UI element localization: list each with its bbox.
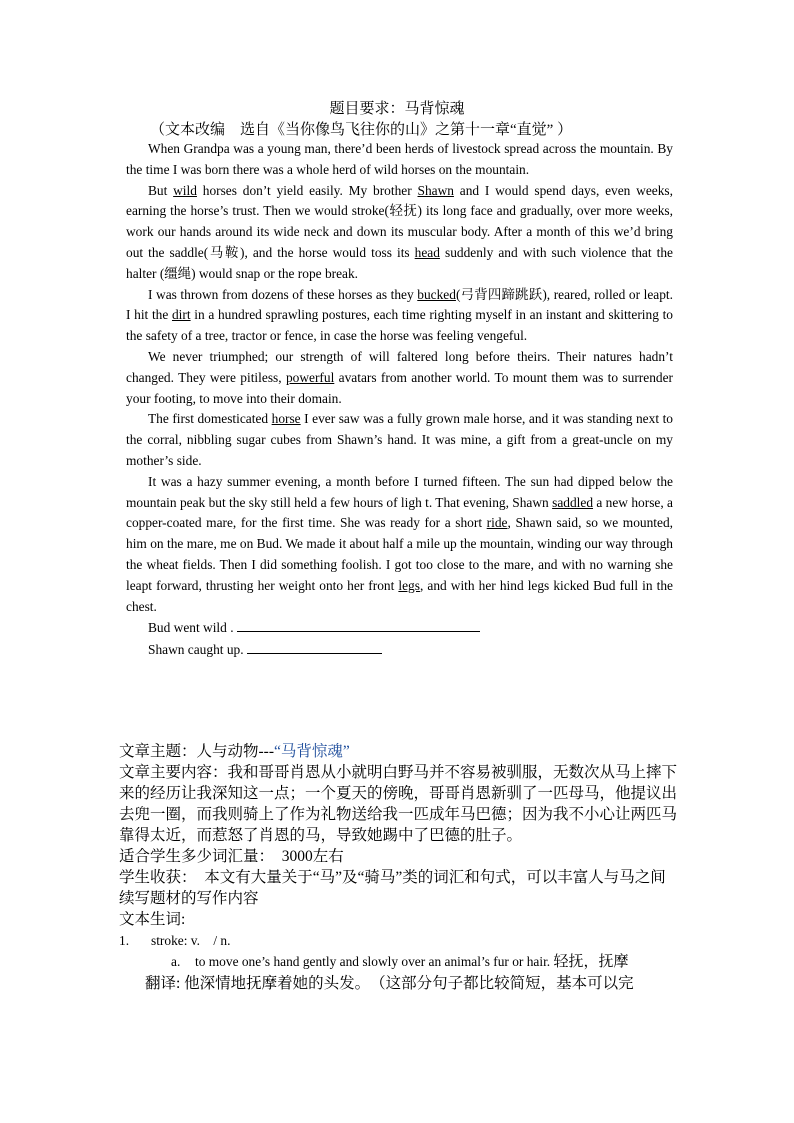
underlined-word: Shawn	[417, 182, 454, 198]
vocab-level: 适合学生多少词汇量： 3000左右	[119, 848, 344, 865]
paragraph-5: The first domesticated horse I ever saw was a fully grown male horse, and it was standing next to the corral, nibbling sugar cubes from Shawn’s hand. It was mine, a gift from a great-uncle on my mother’s side.	[126, 411, 673, 468]
writing-blank	[247, 639, 382, 654]
summary-text: 文章主要内容：我和哥哥肖恩从小就明白野马并不容易被驯服，无数次从马上摔下来的经历让我深知这一点；一个夏天的傍晚，哥哥肖恩新驯了一匹母马，他提议出去兜一圈，而我则骑上了作为礼物送给我一匹成年马巴德；因为我不小心让两匹马靠得太近，而惹怒了肖恩的马，导致她踢中了巴德的肚子。	[119, 764, 678, 844]
paragraph-3: I was thrown from dozens of these horses as they bucked(弓背四蹄跳跃), reared, rolled or leapt. I hit the dirt in a hundred sprawling postures, each time righting myself in an instant and skittering to the safety of a tree, tractor or fence, in case the horse was feeling vengeful.	[126, 286, 673, 344]
underlined-word: ride	[486, 515, 508, 531]
story-text	[126, 139, 673, 661]
vocab-item: 1. stroke: v. / n.	[119, 933, 231, 948]
underlined-word: horse	[271, 411, 301, 427]
continuation-line-2: Shawn caught up.	[148, 639, 673, 661]
vocab-definition: a. to move one’s hand gently and slowly over an animal’s fur or hair. 轻抚，抚摩	[171, 954, 629, 970]
source-note: （文本改编 选自《当你像鸟飞往你的山》之第十一章“直觉” ）	[150, 122, 573, 138]
underlined-word: bucked	[417, 286, 456, 302]
paragraph-4: We never triumphed; our strength of will faltered long before theirs. Their natures hadn’t changed. They were pitiless, powerful avatars from another world. To mount them was to surrender your footing, to move into their domain.	[126, 348, 673, 406]
translation-line: 翻译: 他深情地抚摩着她的头发。 （这部分句子都比较简短，基本可以完	[145, 975, 634, 992]
new-words-heading: 文本生词:	[119, 911, 186, 928]
underlined-word: dirt	[171, 307, 191, 323]
teaching-notes	[119, 741, 679, 994]
underlined-word: saddled	[552, 494, 594, 510]
document-title: 题目要求：马背惊魂	[329, 101, 465, 117]
paragraph-6: It was a hazy summer evening, a month before I turned fifteen. The sun had dipped below the mountain peak but the sky still held a few hours of ligh t. That evening, Shawn saddled a new horse, a copper-coated mare, for the first time. She was ready for a short ride, Shawn said, so we mounted, him on the mare, me on Bud. We made it about half a mile up the mountain, winding our way through the wheat fields. Then I did something foolish. I got too close to the mare, and with no warning she leapt forward, thrusting her weight onto her front legs, and with her hind legs kicked Bud full in the chest.	[126, 473, 673, 614]
theme-line: 文章主题：人与动物---“马背惊魂”	[119, 743, 350, 760]
underlined-word: powerful	[285, 369, 335, 385]
writing-blank	[237, 617, 480, 632]
underlined-word: head	[414, 244, 440, 260]
continuation-line-1: Bud went wild .	[148, 617, 673, 639]
student-gain: 学生收获： 本文有大量关于“马”及“骑马”类的词汇和句式，可以丰富人与马之间续写题材的写作内容	[119, 869, 666, 907]
paragraph-1: When Grandpa was a young man, there’d been herds of livestock spread across the mountain. By the time I was born there was a whole herd of wild horses on the mountain.	[126, 141, 673, 177]
underlined-word: wild	[173, 182, 197, 198]
paragraph-2: But wild horses don’t yield easily. My brother Shawn and I would spend days, even weeks, earning the horse’s trust. Then we would stroke(轻抚) its long face and gradually, over more weeks, work our hands around its wide neck and down its muscular body. After a month of this we’d bring out the saddle(马鞍), and the horse would toss its head suddenly and with such violence that the halter (缰绳) would snap or the rope break.	[126, 182, 673, 281]
underlined-word: legs	[398, 577, 420, 593]
